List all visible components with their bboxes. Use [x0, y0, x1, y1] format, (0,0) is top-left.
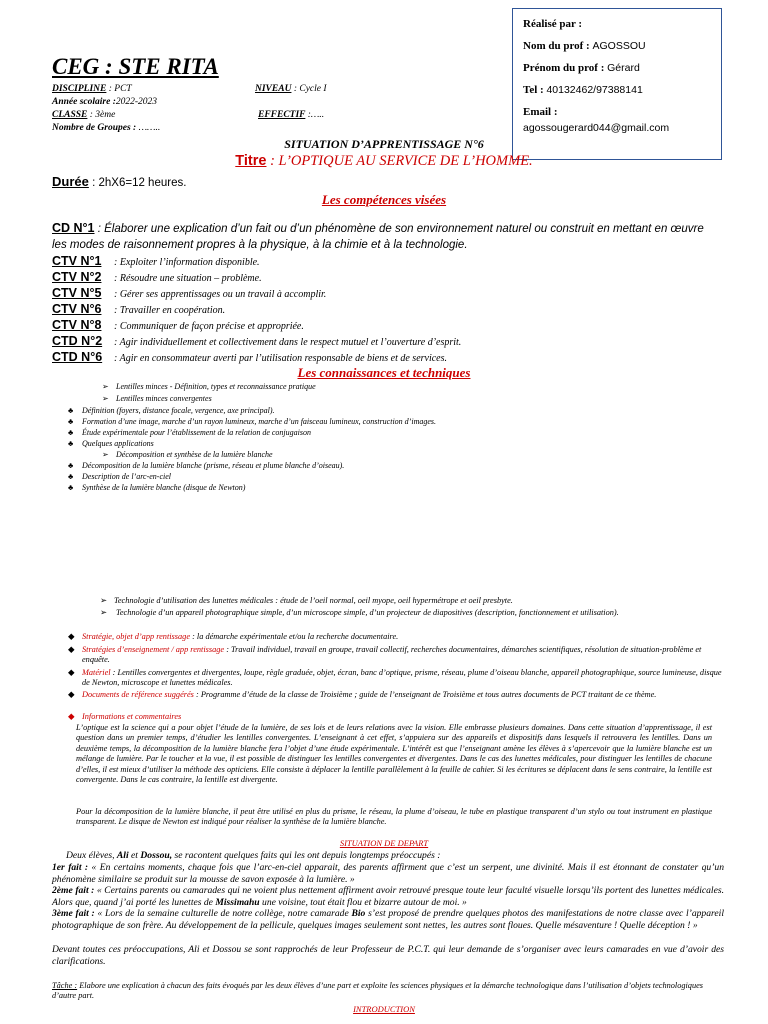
info-paragraph: L’optique est la science qui a pour objet l’étude de la lumière, de ses lois et de leurs relations avec la vision. Elle embrasse plusieurs domaines. Dans cette situation d’apprentissage, il est question dans un premier temps, d’étudier les lentilles convergentes. L’enseignant à cet effet, s’appuiera sur des appareils et dispositifs dans lesquels il retrouvera les lentilles. Dans un deuxième temps, la décomposition de la lumière blanche fera l’objet d’une étude expérimentale. L’intérêt est que l’enseignant amène les élèves à s’apercevoir que la lumière blanche est un mélange de lumière. Par le toucher et la vue, il est possible de distinguer les lentilles convergentes et divergentes. Dans le cas des lunettes médicales, pour distinguer les lentilles de chacune d’elles, il est mieux d’utiliser la méthode des opticiens. Elle consiste à déplacer la lentille parallèlement à la feuille de cahier. Si les écritures se déplacent dans le sens contraire, la lentille est convergente. Dans le cas contraire, la lentille est divergente. — [76, 723, 712, 785]
cd1-label: CD N°1 — [52, 221, 95, 235]
diamond-bullet-icon: ◆ — [68, 632, 75, 641]
list-item — [100, 608, 716, 618]
list-item-text: Lentilles minces convergentes — [116, 394, 212, 403]
club-bullet-icon: ♣ — [68, 439, 74, 448]
niveau-label: NIVEAU — [255, 84, 292, 94]
diamond-text: : Lentilles convergentes et divergentes, loupe, règle graduée, objet, écran, banc d’optique, prisme, réseau, plume d’oiseau blanche, appareil photographique, source lumineuse, disque de Newton, microscope et lunettes médicales. — [82, 668, 722, 688]
duree-value: : 2hX6=12 heures. — [92, 177, 187, 189]
diamond-label: Stratégie, objet d’app rentissage — [82, 632, 190, 641]
list-item-text: Lentilles minces - Définition, types et reconnaissance pratique — [116, 382, 316, 391]
diamond-item — [68, 645, 722, 666]
tache — [52, 981, 724, 1002]
club-bullet-icon: ♣ — [68, 483, 74, 492]
classe-value: : 3ème — [89, 110, 116, 120]
connaissances-heading: Les connaissances et techniques — [297, 365, 471, 380]
diamond-item — [68, 690, 722, 700]
prenom-value: Gérard — [607, 62, 640, 74]
annee-value: 2022-2023 — [115, 97, 158, 107]
fait-2 — [52, 885, 724, 908]
fait-3-bold: Bio — [351, 908, 366, 919]
prenom-label: Prénom du prof : — [523, 62, 605, 74]
competence-text: : Résoudre une situation – problème. — [114, 273, 262, 284]
annee-line — [52, 97, 157, 107]
list-item-text: Étude expérimentale pour l’établissement de la relation de conjugaison — [82, 428, 311, 437]
diamond-bullet-icon: ◆ — [68, 668, 75, 677]
competence-label: CTD N°6 — [52, 350, 103, 364]
diamond-label: Documents de référence suggérés — [82, 690, 194, 699]
competence-label: CTV N°1 — [52, 254, 102, 268]
effectif-value: :….. — [307, 110, 325, 120]
info-paragraph-2: Pour la décomposition de la lumière blanche, il peut être utilisé en plus du prisme, le réseau, la plume d’oiseau, le tube en plastique transparent d’un stylo ou tout instrument en plastique transparent. Le disque de Newton est indiqué pour réaliser la synthèse de la lumière blanche. — [76, 807, 712, 827]
fait-3-text-2: s’est proposé de prendre quelques photos des manifestations de notre classe avec l’appareil photographique de son frère. Au développement de la pellicule, quelques images seulement sont nettes, les autres sont floues. Quelle mésaventure ! Quelle déception ! » — [52, 908, 724, 931]
titre-value: : L’OPTIQUE AU SERVICE DE L’HOMME. — [270, 153, 533, 169]
competence-text: : Communiquer de façon précise et appropriée. — [114, 321, 304, 332]
club-bullet-icon: ♣ — [68, 472, 74, 481]
cd1-paragraph — [52, 220, 720, 253]
list-item — [68, 472, 171, 482]
fait-2-text-2: une voisine, tout était flou et bizarre autour de moi. » — [262, 896, 467, 908]
competence-text: : Travailler en coopération. — [114, 305, 226, 316]
realise-par-label: Réalisé par : — [523, 18, 583, 30]
annee-label: Année scolaire : — [52, 97, 116, 107]
cd1-text: : Élaborer une explication d’un fait ou d’un phénomène de son environnement naturel ou construit en mettant en œuvre les modes de raisonnement propres à la physique, à la chimie et à la technologie. — [52, 223, 704, 251]
depart-closing: Devant toutes ces préoccupations, Ali et Dossou se sont rapprochés de leur Professeur de P.C.T. qui leur demande de s’organiser avec leurs camarades en vue d’avoir des clarifications. — [52, 944, 724, 967]
competence-text: : Gérer ses apprentissages ou un travail à accomplir. — [114, 289, 327, 300]
tache-label: Tâche : — [52, 981, 78, 990]
list-item — [68, 417, 436, 427]
nom-value: AGOSSOU — [592, 40, 646, 52]
diamond-text: : Travail individuel, travail en groupe, travail collectif, recherches documentaires, démarches scientifiques, résolution de situation-problème et enquête. — [82, 645, 702, 665]
fait-3-label: 3ème fait : — [52, 908, 95, 919]
list-item-text: Définition (foyers, distance focale, vergence, axe principal). — [82, 406, 275, 415]
diamond-label: Matériel — [82, 668, 111, 677]
intro-ali: Ali — [116, 850, 129, 861]
list-item — [68, 483, 245, 493]
niveau-value: : Cycle I — [293, 84, 327, 94]
club-bullet-icon: ♣ — [68, 406, 74, 415]
club-bullet-icon: ♣ — [68, 428, 74, 437]
diamond-text: : Programme d’étude de la classe de Troisième ; guide de l’enseignant de Troisième et tous autres documents de PCT traitant de ce thème. — [195, 690, 657, 699]
competence-label: CTD N°2 — [52, 334, 103, 348]
list-item — [100, 596, 700, 606]
intro-text-2: se racontent quelques faits qui les ont depuis longtemps préoccupés : — [174, 850, 441, 861]
introduction-heading: INTRODUCTION — [353, 1004, 415, 1014]
competences-heading: Les compétences visées — [321, 192, 447, 207]
competence-label: CTV N°5 — [52, 286, 102, 300]
depart-heading: SITUATION DE DEPART — [339, 838, 429, 848]
competence-label: CTV N°2 — [52, 270, 102, 284]
titre-label: Titre — [235, 153, 267, 169]
fait-3-text: « Lors de la semaine culturelle de notre collège, notre camarade — [97, 908, 349, 919]
fait-1 — [52, 862, 724, 885]
intro-dossou: Dossou, — [140, 850, 173, 861]
list-item-text: Technologie d’un appareil photographique simple, d’un microscope simple, d’un projecteur de diapositives (description, fonctionnement et utilisation). — [116, 608, 619, 617]
competence-label: CTV N°6 — [52, 302, 102, 316]
depart-intro — [66, 850, 726, 862]
diamond-bullet-icon: ◆ — [68, 645, 75, 654]
list-item-text: Décomposition et synthèse de la lumière blanche — [116, 450, 273, 459]
diamond-label: Stratégies d’enseignement / app rentissage — [82, 645, 225, 654]
niveau-line — [255, 84, 327, 94]
groupes-label: Nombre de Groupes : — [52, 123, 137, 133]
school-name: CEG : STE RITA — [52, 54, 219, 79]
competence-text: : Agir en consommateur averti par l’utilisation responsable de biens et de services. — [114, 353, 448, 364]
list-item — [102, 450, 273, 460]
situation-title: SITUATION D’APPRENTISSAGE N°6 — [284, 137, 484, 151]
groupes-value: …….. — [138, 123, 161, 133]
intro-text: Deux élèves, — [66, 850, 115, 861]
list-item — [102, 382, 316, 392]
list-item-text: Formation d’une image, marche d’un rayon lumineux, marche d’un faisceau lumineux, construction d’images. — [82, 417, 437, 426]
tache-text: Elabore une explication à chacun des faits évoqués par les deux élèves d’une part et exploite les sciences physiques et la démarche technologique dans l’utilisation d’objets technologiques d’autre part. — [52, 981, 704, 1001]
fait-2-bold: Missimahu — [215, 896, 260, 908]
groupes-line — [52, 123, 160, 133]
discipline-value: : PCT — [108, 84, 132, 94]
tel-label: Tel : — [523, 84, 544, 96]
fait-2-text: « Certains parents ou camarades qui ne voient plus nettement affirment avoir retrouvé presque toute leur faculté visuelle lorsqu’ils portent des lunettes médicales. Alors que, quand j’ai porté les lunettes de — [52, 885, 724, 908]
arrow-bullet-icon: ➢ — [102, 382, 109, 391]
arrow-bullet-icon: ➢ — [102, 394, 109, 403]
fait-3 — [52, 908, 724, 931]
list-item — [68, 461, 344, 471]
classe-line — [52, 110, 115, 120]
classe-label: CLASSE — [52, 110, 88, 120]
diamond-bullet-icon: ◆ — [68, 712, 75, 721]
effectif-label: EFFECTIF — [258, 110, 306, 120]
fait-1-text: « En certains moments, chaque fois que l’arc-en-ciel apparait, des parents affirment que c’est un serpent, une divinité. Mais il est étonnant de constater qu’un phénomène similaire se produit sur la mousse de savon exposée à la lumière. » — [52, 862, 724, 885]
diamond-item — [68, 668, 722, 689]
competence-text: : Exploiter l’information disponible. — [114, 257, 260, 268]
diamond-item — [68, 712, 708, 722]
fait-1-label: 1er fait : — [52, 862, 89, 873]
discipline-label: DISCIPLINE — [52, 84, 107, 94]
tel-value: 40132462/97388141 — [546, 84, 643, 96]
list-item — [68, 428, 311, 438]
diamond-label: Informations et commentaires — [82, 712, 182, 721]
club-bullet-icon: ♣ — [68, 417, 74, 426]
competence-label: CTV N°8 — [52, 318, 102, 332]
competence-text: : Agir individuellement et collectivement dans le respect mutuel et l’ouverture d’esprit. — [114, 337, 462, 348]
titre-line — [0, 153, 768, 170]
arrow-bullet-icon: ➢ — [100, 596, 107, 605]
list-item-text: Description de l’arc-en-ciel — [82, 472, 172, 481]
nom-label: Nom du prof : — [523, 40, 590, 52]
list-item-text: Technologie d’utilisation des lunettes médicales : étude de l’oeil normal, oeil myope, oeil hypermétrope et oeil presbyte. — [114, 596, 513, 605]
list-item — [68, 406, 275, 416]
arrow-bullet-icon: ➢ — [100, 608, 107, 617]
discipline-line — [52, 84, 132, 94]
list-item — [68, 439, 154, 449]
email-value: agossougerard044@gmail.com — [523, 122, 670, 134]
intro-and: et — [131, 850, 138, 861]
list-item-text: Synthèse de la lumière blanche (disque de Newton) — [82, 483, 246, 492]
effectif-line — [258, 110, 324, 120]
arrow-bullet-icon: ➢ — [102, 450, 109, 459]
diamond-text: : la démarche expérimentale et/ou la recherche documentaire. — [192, 632, 399, 641]
list-item — [102, 394, 212, 404]
fait-2-label: 2ème fait : — [52, 885, 95, 896]
list-item-text: Décomposition de la lumière blanche (prisme, réseau et plume blanche d’oiseau). — [82, 461, 345, 470]
diamond-item — [68, 632, 708, 642]
duree-label: Durée — [52, 174, 89, 189]
email-label: Email : — [523, 106, 558, 118]
duree-line — [52, 174, 186, 190]
list-item-text: Quelques applications — [82, 439, 154, 448]
club-bullet-icon: ♣ — [68, 461, 74, 470]
diamond-bullet-icon: ◆ — [68, 690, 75, 699]
